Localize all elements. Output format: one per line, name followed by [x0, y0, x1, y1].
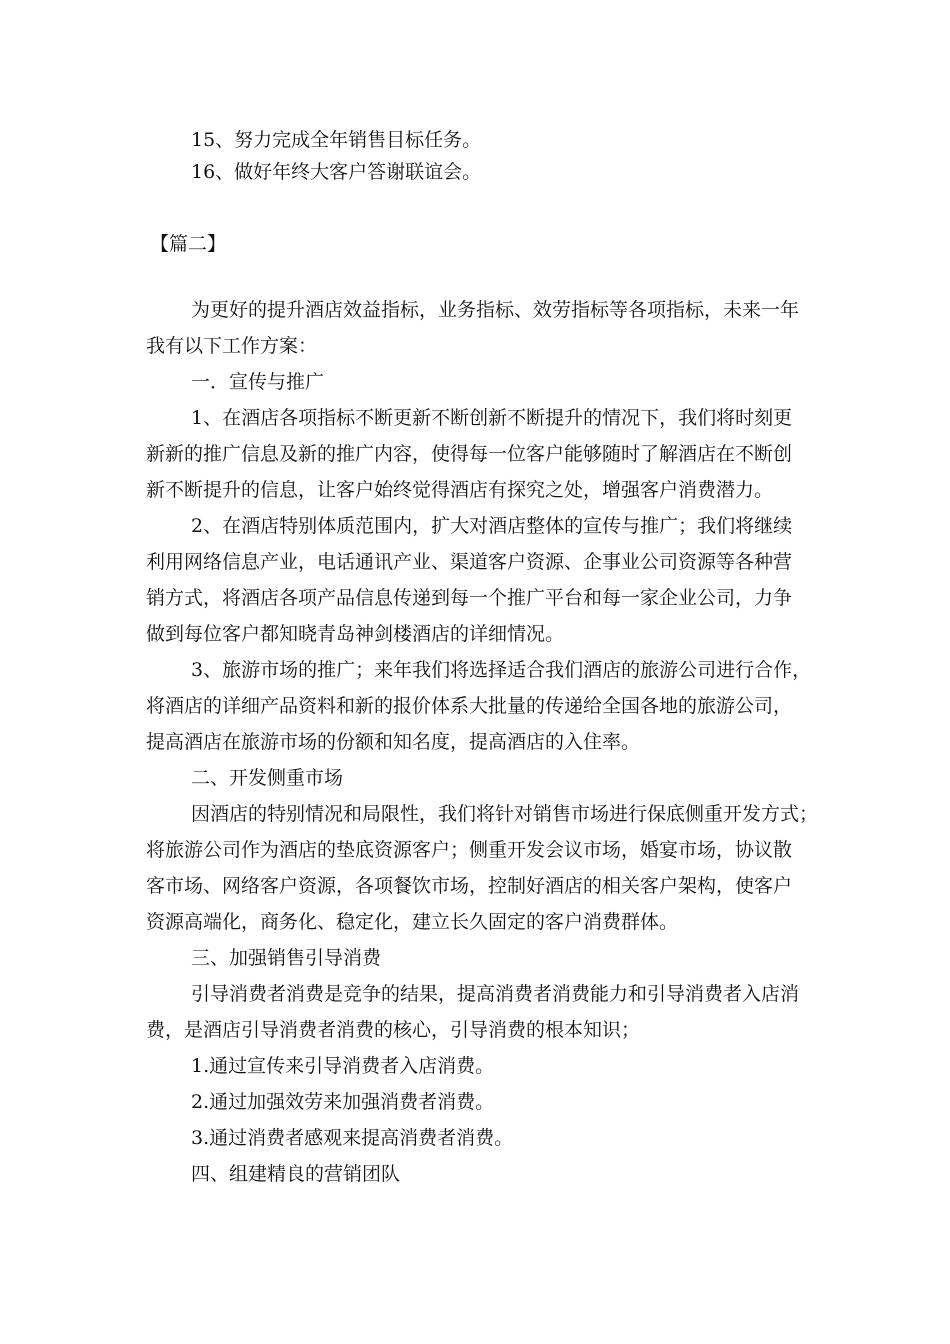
list-item: 1.通过宣传来引导消费者入店消费。 — [191, 1055, 495, 1077]
item-16: 16、做好年终大客户答谢联谊会。 — [191, 161, 482, 183]
paragraph-line: 新不断提升的信息，让客户始终觉得酒店有探究之处，增强客户消费潜力。 — [146, 479, 774, 501]
paragraph-line: 2、在酒店特别体质范围内，扩大对酒店整体的宣传与推广；我们将继续 — [191, 515, 793, 537]
item-15: 15、努力完成全年销售目标任务。 — [191, 129, 482, 151]
paragraph-line: 利用网络信息产业，电话通讯产业、渠道客户资源、企事业公司资源等各种营 — [146, 551, 793, 573]
paragraph-line: 提高酒店在旅游市场的份额和知名度，提高酒店的入住率。 — [146, 731, 641, 753]
paragraph-line: 引导消费者消费是竞争的结果，提高消费者消费能力和引导消费者入店消 — [191, 983, 800, 1005]
subheading: 三、加强销售引导消费 — [191, 947, 382, 969]
section-heading: 【篇二】 — [150, 233, 227, 255]
paragraph-line: 新新的推广信息及新的推广内容，使得每一位客户能够随时了解酒店在不断创 — [146, 443, 793, 465]
paragraph-line: 3、旅游市场的推广；来年我们将选择适合我们酒店的旅游公司进行合作， — [191, 659, 812, 681]
list-item: 3.通过消费者感观来提高消费者消费。 — [191, 1127, 514, 1149]
paragraph-line: 将酒店的详细产品资料和新的报价体系大批量的传递给全国各地的旅游公司， — [146, 695, 793, 717]
list-item: 2.通过加强效劳来加强消费者消费。 — [191, 1091, 495, 1113]
paragraph-line: 我有以下工作方案： — [146, 335, 318, 357]
paragraph-line: 费，是酒店引导消费者消费的核心，引导消费的根本知识； — [146, 1019, 641, 1041]
paragraph-line: 为更好的提升酒店效益指标，业务指标、效劳指标等各项指标，未来一年 — [191, 299, 800, 321]
paragraph-line: 1、在酒店各项指标不断更新不断创新不断提升的情况下，我们将时刻更 — [191, 407, 793, 429]
subheading: 一．宣传与推广 — [191, 371, 325, 393]
subheading: 二、开发侧重市场 — [191, 767, 344, 789]
paragraph-line: 将旅游公司作为酒店的垫底资源客户；侧重开发会议市场，婚宴市场，协议散 — [146, 839, 793, 861]
paragraph-line: 做到每位客户都知晓青岛神剑楼酒店的详细情况。 — [146, 623, 565, 645]
paragraph-line: 因酒店的特别情况和局限性，我们将针对销售市场进行保底侧重开发方式； — [191, 803, 819, 825]
paragraph-line: 客市场、网络客户资源，各项餐饮市场，控制好酒店的相关客户架构，使客户 — [146, 875, 793, 897]
paragraph-line: 销方式，将酒店各项产品信息传递到每一个推广平台和每一家企业公司，力争 — [146, 587, 793, 609]
subheading: 四、组建精良的营销团队 — [191, 1163, 401, 1185]
paragraph-line: 资源高端化，商务化、稳定化，建立长久固定的客户消费群体。 — [146, 911, 679, 933]
